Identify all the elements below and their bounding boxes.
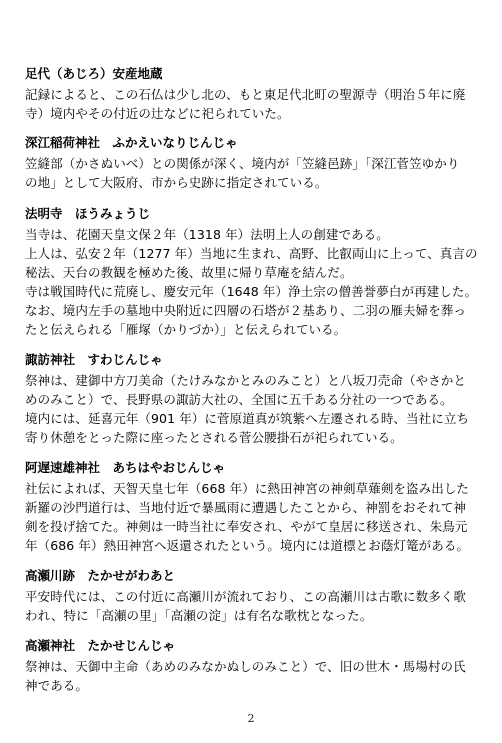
body-line: 祭神は、天御中主命（あめのみなかぬしのみこと）で、旧の世木・馬場村の氏 — [25, 659, 466, 674]
body-line: 当寺は、花園天皇文保２年（1318 年）法明上人の創建である。 — [25, 227, 389, 242]
section-heading: 深江稲荷神社 ふかえいなりじんじゃ — [25, 135, 238, 150]
body-line: 秘法、天台の教観を極めた後、故里に帰り草庵を結んだ。 — [25, 265, 353, 280]
section-heading: 諏訪神社 すわじんじゃ — [25, 352, 163, 367]
section-homyoji — [25, 206, 480, 339]
section-body — [25, 85, 480, 123]
body-line: 寺）境内やその付近の辻などに祀られていた。 — [25, 106, 290, 121]
body-line: 寄り休憩をとった際に座ったとされる菅公腰掛石が祀られている。 — [25, 430, 403, 445]
body-line: 平安時代には、この付近に高瀬川が流れており、この高瀬川は古歌に数多く歌 — [25, 589, 467, 604]
section-heading: 阿遅速雄神社 あちはやおじんじゃ — [25, 460, 226, 475]
section-body — [25, 479, 480, 555]
body-line: の地」として大阪府、市から史跡に指定されている。 — [25, 175, 328, 190]
body-line: 寺は戦国時代に荒廃し、慶安元年（1648 年）浄土宗の僧善誉夢白が再建した。 — [25, 284, 478, 299]
body-line: 笠縫部（かさぬいべ）との関係が深く、境内が「笠縫邑跡」「深江菅笠ゆかり — [25, 156, 460, 171]
section-body — [25, 225, 480, 339]
section-body — [25, 657, 480, 695]
section-ajiro-anzan-jizo — [25, 66, 480, 123]
section-takasegawa-ato — [25, 568, 480, 625]
body-line: 社伝によれば、天智天皇七年（668 年）に熱田神宮の神剣草薙剣を盗み出した — [25, 481, 470, 496]
section-heading: 高瀬神社 たかせじんじゃ — [25, 638, 176, 653]
body-line: 上人は、弘安２年（1277 年）当地に生まれ、高野、比叡両山に上って、真言の — [25, 246, 478, 261]
section-heading: 法明寺 ほうみょうじ — [25, 206, 151, 221]
body-line: 剣を投げ捨てた。神剣は一時当社に奉安され、やがて皇居に移送され、朱鳥元 — [25, 519, 468, 534]
section-fukae-inari-jinja — [25, 135, 480, 192]
section-body — [25, 371, 480, 447]
section-takase-jinja — [25, 638, 480, 695]
page-number: 2 — [247, 712, 255, 725]
body-line: めのみこと）で、長野県の諏訪大社の、全国に五千ある分社の一つである。 — [25, 392, 453, 407]
body-line: 祭神は、建御中方刀美命（たけみなかとみのみこと）と八坂刀売命（やさかと — [25, 373, 467, 388]
section-heading: 足代（あじろ）安産地蔵 — [25, 66, 163, 81]
body-line: われ、特に「高瀬の里」「高瀬の淀」は有名な歌枕となった。 — [25, 608, 373, 623]
body-line: 記録によると、この石仏は少し北の、もと東足代北町の聖源寺（明治５年に廃 — [25, 87, 466, 102]
section-heading: 高瀬川跡 たかせがわあと — [25, 568, 176, 583]
body-line: なお、境内左手の墓地中央附近に四層の石塔が２基あり、二羽の雁夫婦を葬っ — [25, 303, 467, 318]
body-line: 境内には、延喜元年（901 年）に菅原道真が筑紫へ左遷される時、当社に立ち — [25, 411, 470, 426]
section-achihayao-jinja — [25, 460, 480, 555]
body-line: 神である。 — [25, 678, 89, 693]
section-body — [25, 587, 480, 625]
body-line: 年（686 年）熱田神宮へ返還されたという。境内には道標とお蔭灯篭がある。 — [25, 538, 470, 553]
section-suwa-jinja — [25, 352, 480, 447]
body-line: 新羅の沙門道行は、当地付近で暴風雨に遭遇したことから、神罰をおそれて神 — [25, 500, 467, 515]
body-line: たと伝えられる「雁塚（かりづか）」と伝えられている。 — [25, 322, 347, 337]
section-body — [25, 154, 480, 192]
